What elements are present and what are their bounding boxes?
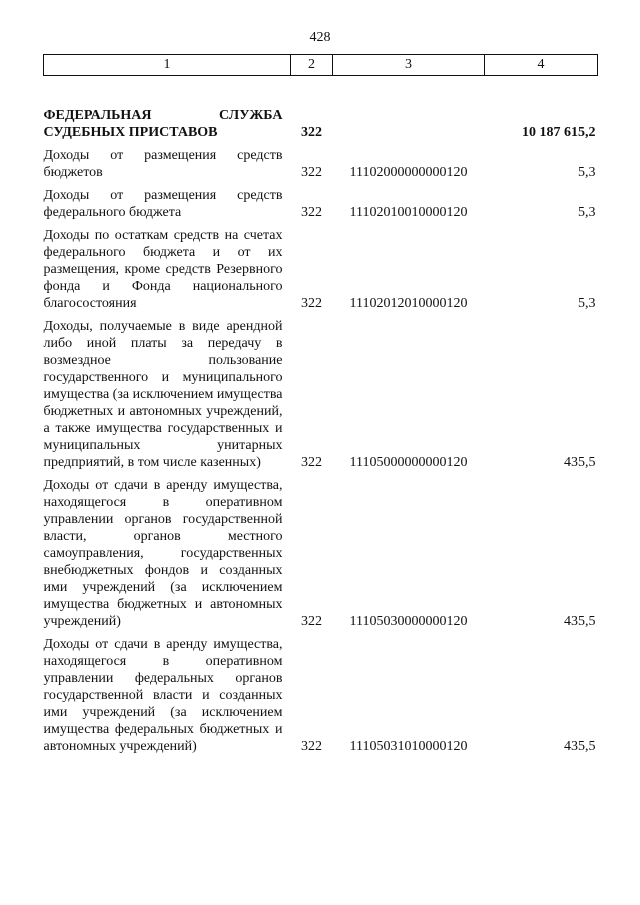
table-body: [44, 76, 598, 756]
org-code: [333, 76, 485, 142]
column-number-4: 4: [485, 55, 598, 76]
table-row: [44, 471, 598, 630]
row-code: 11105031010000120: [349, 739, 468, 754]
org-name: ФЕДЕРАЛЬНАЯ СЛУЖБА СУДЕБНЫХ ПРИСТАВОВ: [43, 108, 283, 140]
column-number-3: 3: [333, 55, 485, 76]
org-admin-code: 322: [301, 125, 322, 140]
budget-table: [43, 54, 598, 755]
org-amount: 10 187 615,2: [522, 125, 596, 140]
row-amount: 5,3: [578, 165, 596, 180]
row-admin-code: 322: [301, 296, 322, 311]
column-number-row: [44, 55, 598, 76]
row-name: Доходы от сдачи в аренду имущества, находящегося в оперативном управлении федеральных органов государственной власти и созданных ими учреждений (за исключением имущества федеральных бюджетных и автономных учреждений): [43, 637, 283, 754]
row-code: 11102000000000120: [349, 165, 468, 180]
row-admin-code: 322: [301, 205, 322, 220]
column-number-1: 1: [44, 55, 291, 76]
row-amount: 435,5: [564, 455, 596, 470]
row-code: 11102010010000120: [349, 205, 468, 220]
row-admin-code: 322: [301, 739, 322, 754]
row-name: Доходы от размещения средств бюджетов: [43, 148, 283, 180]
row-name: Доходы от размещения средств федерального бюджета: [43, 188, 283, 220]
table-row: [44, 312, 598, 471]
org-row: [44, 76, 598, 142]
row-admin-code: 322: [301, 165, 322, 180]
row-code: 11105030000000120: [349, 614, 468, 629]
row-amount: 435,5: [564, 739, 596, 754]
table-row: [44, 221, 598, 312]
row-amount: 435,5: [564, 614, 596, 629]
page-number: 428: [309, 30, 331, 45]
row-name: Доходы по остаткам средств на счетах федерального бюджета и от их размещения, кроме средств Резервного фонда и Фонда национального благосостояния: [43, 228, 283, 311]
row-name: Доходы от сдачи в аренду имущества, находящегося в оперативном управлении органов государственной власти, органов местного самоуправления, государственных внебюджетных фондов и созданных ими учреждений (за исключением имущества бюджетных и автономных учреждений): [43, 478, 283, 629]
row-code: 11105000000000120: [349, 455, 468, 470]
row-amount: 5,3: [578, 205, 596, 220]
table-row: [44, 630, 598, 755]
row-name: Доходы, получаемые в виде арендной либо иной платы за передачу в возмездное пользование государственного и муниципального имущества (за исключением имущества бюджетных и автономных учреждений, а также имущества государственных и муниципальных унитарных предприятий, в том числе казенных): [43, 319, 283, 470]
table-row: [44, 181, 598, 221]
table-header: [44, 55, 598, 76]
row-amount: 5,3: [578, 296, 596, 311]
row-code: 11102012010000120: [349, 296, 468, 311]
row-admin-code: 322: [301, 455, 322, 470]
row-admin-code: 322: [301, 614, 322, 629]
column-number-2: 2: [291, 55, 333, 76]
table-row: [44, 141, 598, 181]
